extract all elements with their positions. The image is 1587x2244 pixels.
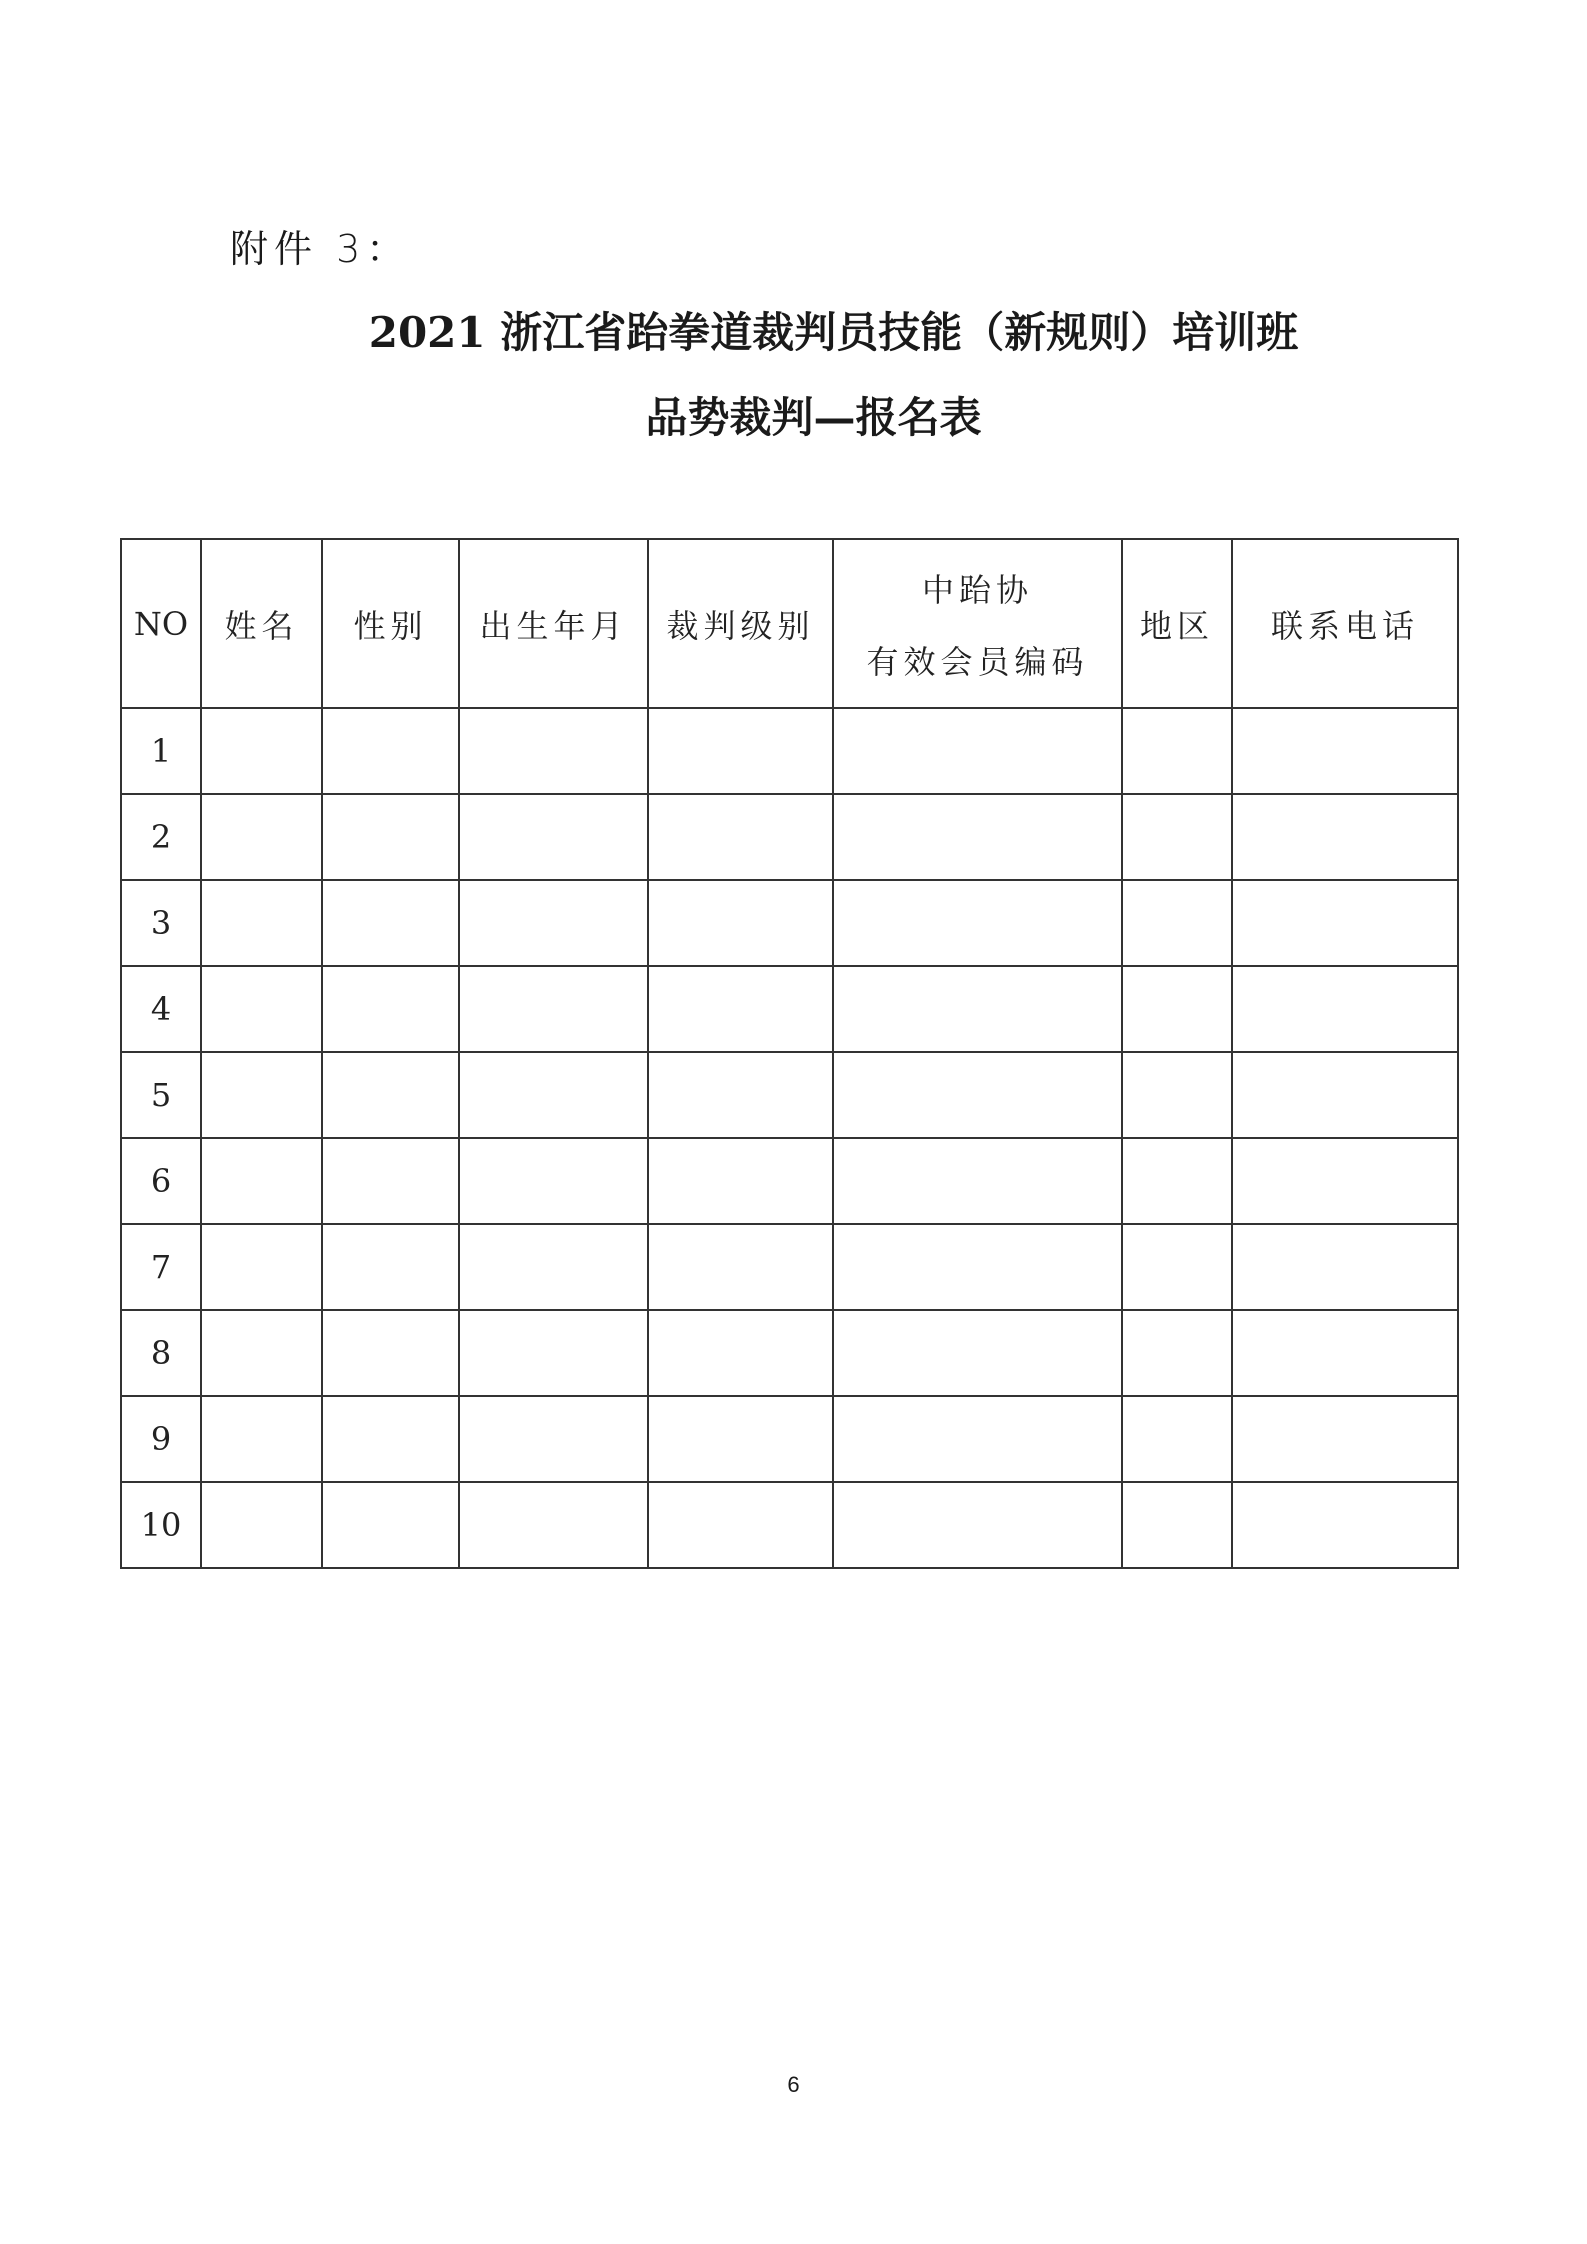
cell-name[interactable] [201,794,322,880]
registration-table [120,538,1459,1569]
header-name: 姓名 [201,539,322,708]
cell-phone[interactable] [1232,880,1458,966]
header-phone: 联系电话 [1232,539,1458,708]
cell-gender[interactable] [322,880,459,966]
table-row [121,880,1458,966]
cell-birth[interactable] [459,708,648,794]
cell-name[interactable] [201,1138,322,1224]
cell-member-code[interactable] [833,1138,1122,1224]
cell-phone[interactable] [1232,708,1458,794]
header-level: 裁判级别 [648,539,833,708]
cell-member-code[interactable] [833,1482,1122,1568]
cell-birth[interactable] [459,1310,648,1396]
table-row [121,1310,1458,1396]
cell-level[interactable] [648,880,833,966]
cell-name[interactable] [201,1396,322,1482]
header-gender: 性别 [322,539,459,708]
cell-name[interactable] [201,1482,322,1568]
cell-gender[interactable] [322,966,459,1052]
cell-gender[interactable] [322,708,459,794]
header-member-line2: 有效会员编码 [866,642,1089,681]
cell-gender[interactable] [322,1310,459,1396]
cell-birth[interactable] [459,966,648,1052]
cell-name[interactable] [201,1224,322,1310]
cell-birth[interactable] [459,1224,648,1310]
row-number: 1 [121,708,201,794]
document-subtitle: 品势裁判—报名表 [645,393,982,442]
cell-member-code[interactable] [833,1396,1122,1482]
cell-member-code[interactable] [833,966,1122,1052]
cell-level[interactable] [648,708,833,794]
table-row [121,1224,1458,1310]
cell-member-code[interactable] [833,1310,1122,1396]
table-row [121,1396,1458,1482]
table-row [121,966,1458,1052]
cell-level[interactable] [648,1310,833,1396]
cell-name[interactable] [201,880,322,966]
cell-level[interactable] [648,1138,833,1224]
row-number: 4 [121,966,201,1052]
row-number: 8 [121,1310,201,1396]
cell-member-code[interactable] [833,708,1122,794]
cell-region[interactable] [1122,1224,1232,1310]
table-row [121,1052,1458,1138]
cell-member-code[interactable] [833,880,1122,966]
cell-gender[interactable] [322,1396,459,1482]
cell-region[interactable] [1122,1310,1232,1396]
header-region: 地区 [1122,539,1232,708]
row-number: 3 [121,880,201,966]
row-number: 2 [121,794,201,880]
cell-name[interactable] [201,1310,322,1396]
cell-phone[interactable] [1232,1482,1458,1568]
cell-phone[interactable] [1232,794,1458,880]
cell-level[interactable] [648,1482,833,1568]
cell-region[interactable] [1122,966,1232,1052]
cell-level[interactable] [648,1396,833,1482]
cell-birth[interactable] [459,1138,648,1224]
table-header-row [121,539,1458,708]
header-no: NO [121,539,201,708]
row-number: 6 [121,1138,201,1224]
cell-gender[interactable] [322,794,459,880]
cell-phone[interactable] [1232,966,1458,1052]
cell-phone[interactable] [1232,1052,1458,1138]
cell-level[interactable] [648,794,833,880]
header-member-line1: 中跆协 [921,570,1033,609]
cell-birth[interactable] [459,880,648,966]
table-row [121,794,1458,880]
page-number: 6 [787,2072,800,2097]
row-number: 7 [121,1224,201,1310]
cell-region[interactable] [1122,1482,1232,1568]
cell-member-code[interactable] [833,1224,1122,1310]
row-number: 5 [121,1052,201,1138]
cell-region[interactable] [1122,880,1232,966]
cell-phone[interactable] [1232,1396,1458,1482]
cell-phone[interactable] [1232,1310,1458,1396]
cell-region[interactable] [1122,1138,1232,1224]
attachment-label: 附件 3： [230,227,411,271]
cell-phone[interactable] [1232,1138,1458,1224]
cell-member-code[interactable] [833,1052,1122,1138]
cell-birth[interactable] [459,1396,648,1482]
cell-birth[interactable] [459,1482,648,1568]
table-row [121,1138,1458,1224]
cell-region[interactable] [1122,794,1232,880]
cell-level[interactable] [648,1224,833,1310]
cell-region[interactable] [1122,708,1232,794]
cell-phone[interactable] [1232,1224,1458,1310]
cell-birth[interactable] [459,1052,648,1138]
table-row [121,708,1458,794]
cell-gender[interactable] [322,1138,459,1224]
cell-region[interactable] [1122,1396,1232,1482]
header-member-code [833,539,1122,708]
cell-name[interactable] [201,708,322,794]
cell-region[interactable] [1122,1052,1232,1138]
row-number: 9 [121,1396,201,1482]
cell-name[interactable] [201,966,322,1052]
cell-gender[interactable] [322,1482,459,1568]
cell-gender[interactable] [322,1224,459,1310]
cell-gender[interactable] [322,1052,459,1138]
cell-birth[interactable] [459,794,648,880]
cell-level[interactable] [648,1052,833,1138]
cell-level[interactable] [648,966,833,1052]
table-row [121,1482,1458,1568]
header-birth: 出生年月 [459,539,648,708]
row-number: 10 [121,1482,201,1568]
cell-member-code[interactable] [833,794,1122,880]
cell-name[interactable] [201,1052,322,1138]
document-title: 2021 浙江省跆拳道裁判员技能（新规则）培训班 [368,308,1299,357]
